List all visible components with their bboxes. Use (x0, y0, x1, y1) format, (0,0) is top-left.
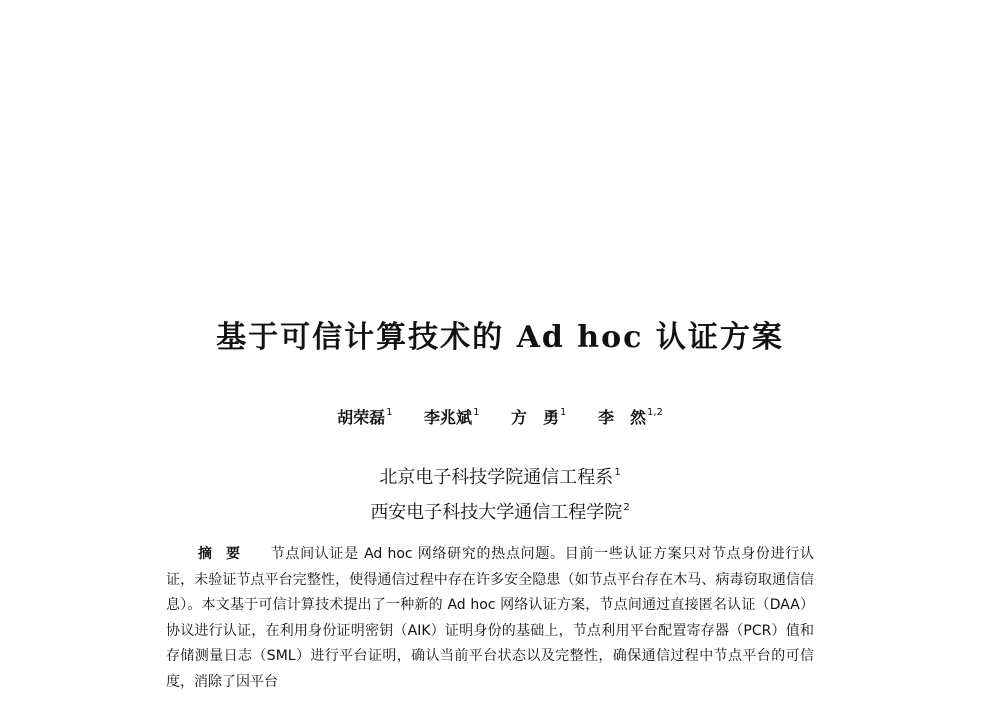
author-list (0, 405, 1000, 428)
author-affiliation-mark: 1 (386, 407, 393, 418)
affiliation (0, 493, 1000, 528)
author-name: 胡荣磊 (337, 408, 386, 427)
affiliation-mark: 1 (614, 467, 621, 478)
affiliation-mark: 2 (623, 502, 630, 513)
paper-title: 基于可信计算技术的 Ad hoc 认证方案 (216, 320, 784, 355)
author-name: 方 勇 (511, 408, 560, 427)
author-affiliation-mark: 1,2 (647, 407, 663, 418)
author (598, 405, 663, 428)
affiliation-list (0, 458, 1000, 528)
author (511, 405, 566, 428)
abstract-label: 摘要 (198, 546, 254, 562)
author-affiliation-mark: 1 (473, 407, 480, 418)
author (424, 405, 479, 428)
author (337, 405, 392, 428)
author-affiliation-mark: 1 (560, 407, 567, 418)
affiliation-text: 北京电子科技学院通信工程系 (379, 467, 614, 488)
affiliation-text: 西安电子科技大学通信工程学院 (370, 502, 623, 523)
author-name: 李兆斌 (424, 408, 473, 427)
affiliation (0, 458, 1000, 493)
abstract-text: 节点间认证是 Ad hoc 网络研究的热点问题。目前一些认证方案只对节点身份进行认证，未验证节点平台完整性，使得通信过程中存在许多安全隐患（如节点平台存在木马、病毒窃取通信信息）。本文基于可信计算技术提出了一种新的 Ad hoc 网络认证方案，节点间通过直接匿名认证（DAA）协议进行认证，在利用身份证明密钥（AIK）证明身份的基础上，节点利用平台配置寄存器（PCR）值和存储测量日志（SML）进行平台证明，确认当前平台状态以及完整性，确保通信过程中节点平台的可信度，消除了因平台 (166, 546, 814, 690)
abstract (166, 542, 814, 695)
author-name: 李 然 (597, 408, 646, 427)
